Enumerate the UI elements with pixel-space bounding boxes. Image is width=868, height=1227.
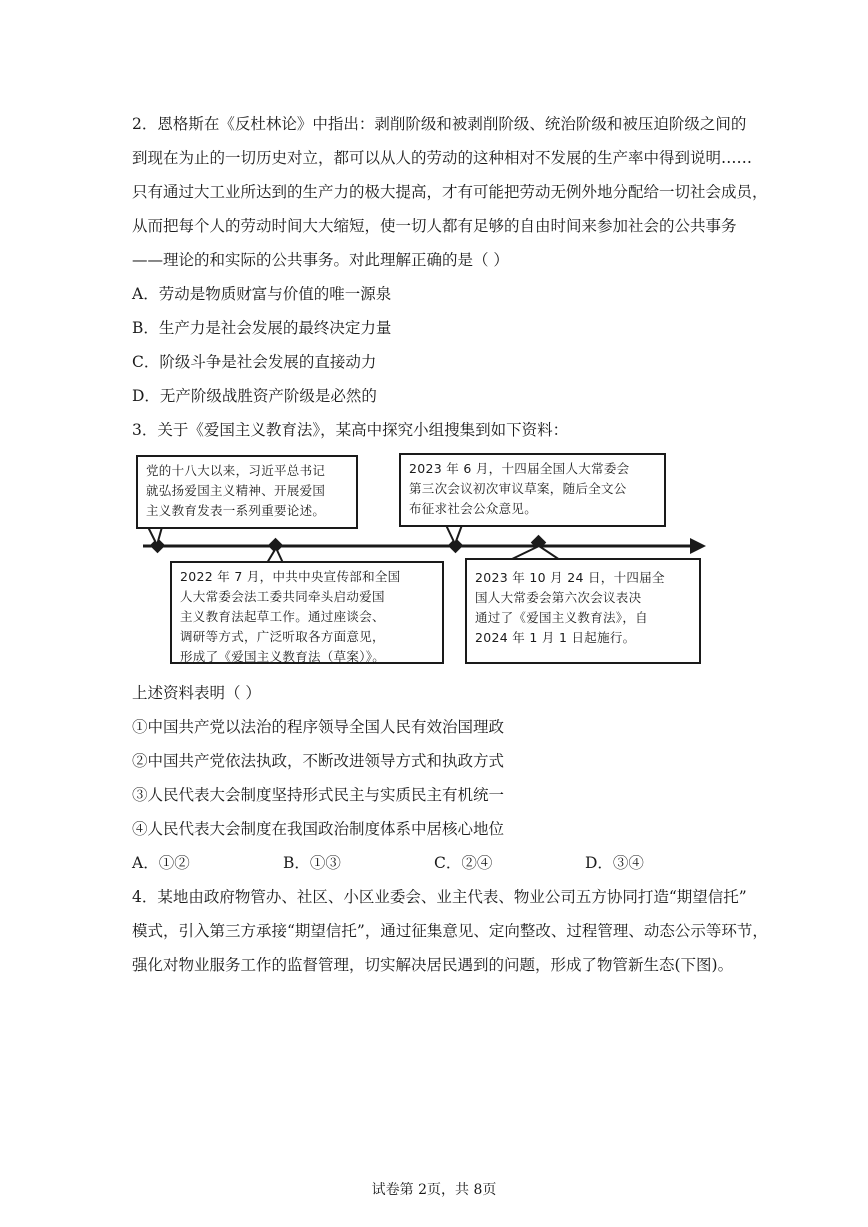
q2-option-c: C．阶级斗争是社会发展的直接动力 xyxy=(132,353,377,371)
q3-statement-3: ③人民代表大会制度坚持形式民主与实质民主有机统一 xyxy=(132,786,505,804)
box2-line-3: 主义教育法起草工作。通过座谈会、 xyxy=(180,609,385,624)
box2-line-2: 人大常委会法工委共同牵头启动爱国 xyxy=(180,589,385,604)
q3-choice-b: B．①③ xyxy=(283,854,341,872)
timeline-box-2 xyxy=(170,561,444,664)
box4-line-4: 2024 年 1 月 1 日起施行。 xyxy=(475,630,636,645)
q2-stem-line-5: ——理论的和实际的公共事务。对此理解正确的是（ ） xyxy=(132,251,509,269)
box2-line-1: 2022 年 7 月，中共中央宣传部和全国 xyxy=(180,569,401,584)
timeline-arrowhead xyxy=(690,538,706,554)
timeline-box-4 xyxy=(465,558,701,664)
q3-statement-1: ①中国共产党以法治的程序领导全国人民有效治国理政 xyxy=(132,718,505,736)
q4-stem-line-2: 模式，引入第三方承接“期望信托”，通过征集意见、定向整改、过程管理、动态公示等环节， xyxy=(132,922,768,940)
q4-stem-line-3: 强化对物业服务工作的监督管理，切实解决居民遇到的问题，形成了物管新生态(下图)。 xyxy=(132,956,734,974)
q2-option-b: B．生产力是社会发展的最终决定力量 xyxy=(132,319,392,337)
box2-line-5: 形成了《爱国主义教育法（草案）》。 xyxy=(180,649,386,664)
page-footer: 试卷第 2页，共 8页 xyxy=(371,1182,497,1198)
timeline-box-1 xyxy=(136,455,358,529)
q2-stem-line-1: 2．恩格斯在《反杜林论》中指出：剥削阶级和被剥削阶级、统治阶级和被压迫阶级之间的 xyxy=(132,115,747,133)
q2-stem-line-2: 到现在为止的一切历史对立，都可以从人的劳动的这种相对不发展的生产率中得到说明…… xyxy=(132,149,753,167)
q3-choice-d: D．③④ xyxy=(585,854,644,872)
box4-line-1: 2023 年 10 月 24 日，十四届全 xyxy=(475,570,665,585)
q3-prompt: 上述资料表明（ ） xyxy=(132,684,261,702)
q3-choice-c: C．②④ xyxy=(434,854,493,872)
q2-stem-line-3: 只有通过大工业所达到的生产力的极大提高，才有可能把劳动无例外地分配给一切社会成员， xyxy=(132,183,768,201)
box1-line-3: 主义教育发表一系列重要论述。 xyxy=(146,503,326,518)
q3-statement-2: ②中国共产党依法执政，不断改进领导方式和执政方式 xyxy=(132,752,505,770)
q3-stem: 3．关于《爱国主义教育法》，某高中探究小组搜集到如下资料： xyxy=(132,421,569,439)
q2-option-a: A．劳动是物质财富与价值的唯一源泉 xyxy=(132,285,392,303)
box3-line-3: 布征求社会公众意见。 xyxy=(409,501,538,516)
timeline-box-3 xyxy=(399,453,666,527)
q3-statement-4: ④人民代表大会制度在我国政治制度体系中居核心地位 xyxy=(132,820,505,838)
box2-line-4: 调研等方式，广泛听取各方面意见， xyxy=(180,629,385,644)
box1-line-1: 党的十八大以来，习近平总书记 xyxy=(146,463,326,478)
box3-line-1: 2023 年 6 月，十四届全国人大常委会 xyxy=(409,461,630,476)
callout-tail-3 xyxy=(446,525,462,544)
q2-option-d: D．无产阶级战胜资产阶级是必然的 xyxy=(132,387,377,405)
q2-stem-line-4: 从而把每个人的劳动时间大大缩短，使一切人都有足够的自由时间来参加社会的公共事务 xyxy=(132,217,737,235)
box1-line-2: 就弘扬爱国主义精神、开展爱国 xyxy=(146,483,326,498)
q3-choice-a: A．①② xyxy=(132,854,190,872)
box4-line-2: 国人大常委会第六次会议表决 xyxy=(475,590,642,605)
box4-line-3: 通过了《爱国主义教育法》，自 xyxy=(475,610,648,625)
q4-stem-line-1: 4．某地由政府物管办、社区、小区业委会、业主代表、物业公司五方协同打造“期望信托” xyxy=(132,888,747,906)
box3-line-2: 第三次会议初次审议草案，随后全文公 xyxy=(409,481,627,496)
